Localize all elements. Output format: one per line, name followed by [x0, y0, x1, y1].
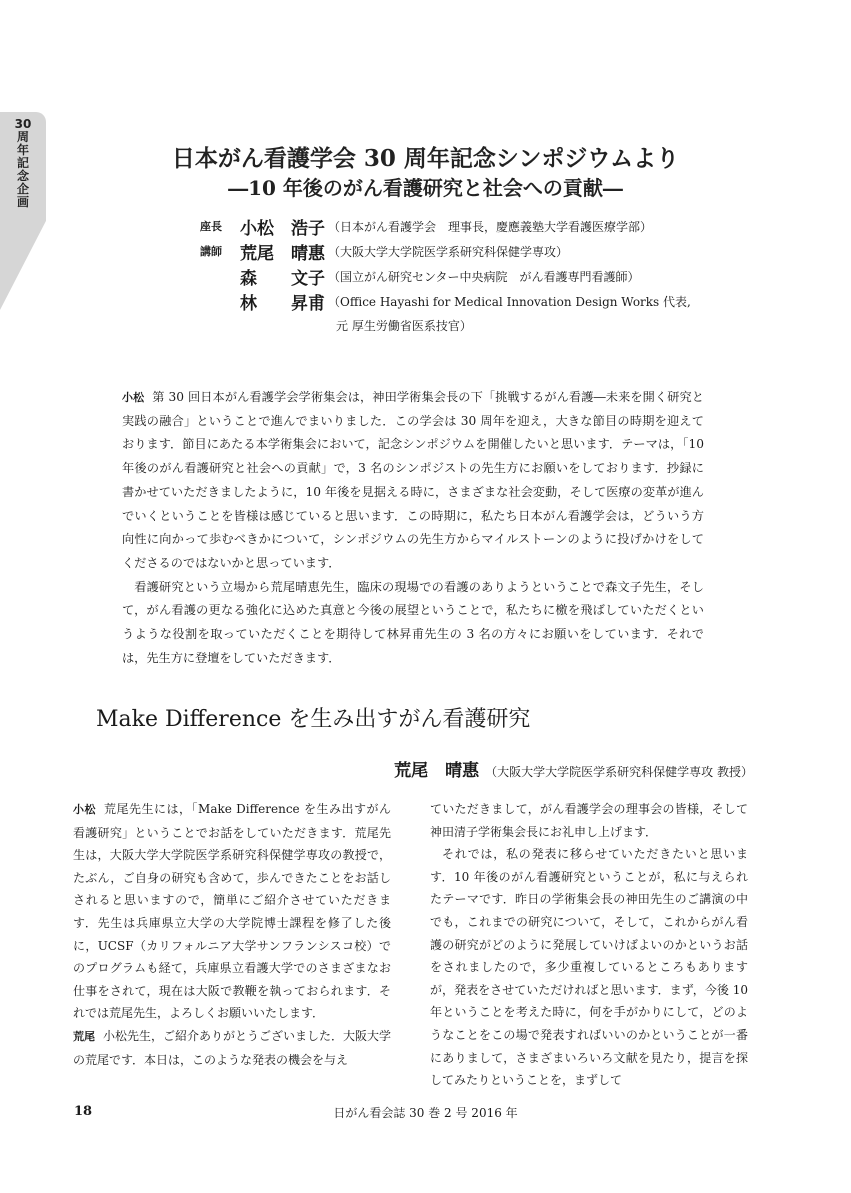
- speaker-label: 荒尾: [73, 1029, 95, 1043]
- body-column-right: [430, 798, 748, 1092]
- participant-name: 小松 浩子: [240, 219, 325, 239]
- participant-speaker-1: [198, 239, 758, 264]
- participant-affiliation: （大阪大学大学院医学系研究科保健学専攻）: [328, 245, 569, 259]
- participant-affiliation: （Office Hayashi for Medical Innovation Design Works 代表,: [328, 295, 691, 309]
- body-paragraph: それでは，私の発表に移らせていただきたいと思います．10 年後のがん看護研究ということが，私に与えられたテーマです．昨日の学術集会長の神田先生のご講演の中でも，これまでの研究について，そして，これからがん看護の研究がどのように発展していけばよいのかというお話をされましたので，多少重複しているところもありますが，発表をさせていただければと思います．まず，今後 10 年ということを考えた時に，何を手がかりにして，どのようなことをこの場で発表すればいいのかということが一番にありまして，さまざまいろいろ文献を見たり，提言を探してみたりということを，まずして: [430, 847, 748, 1088]
- speaker-label: 小松: [122, 391, 145, 404]
- participant-speaker-2: [198, 264, 758, 289]
- participant-chair: [198, 214, 758, 239]
- body-text: 荒尾先生には，「Make Difference を生み出すがん看護研究」ということでお話をしていただきます．荒尾先生は，大阪大学大学院医学系研究科保健学専攻の教授で，たぶん，ご自身の研究も含めて，歩んできたことをお話しされると思いますので，簡単にご紹介させていただきます．先生は兵庫県立大学の大学院博士課程を修了した後に，UCSF（カリフォルニア大学サンフランシスコ校）でのプログラムも経て，兵庫県立看護大学でのさまざまなお仕事をされて，現在は大阪で教鞭を執っておられます．それでは荒尾先生，よろしくお願いいたします．: [73, 802, 392, 1021]
- section-title: Make Difference を生み出すがん看護研究: [96, 707, 531, 732]
- participants-list: [198, 214, 758, 338]
- page-subtitle: ―10 年後のがん看護研究と社会への貢献―: [228, 176, 623, 200]
- body-paragraph: [73, 1025, 391, 1071]
- participant-role: 講師: [200, 245, 222, 258]
- participant-affiliation-cont: 元 厚生労働省医系技官）: [336, 319, 472, 333]
- body-paragraph: [73, 798, 391, 1025]
- intro-text-1: 第 30 回日本がん看護学会学術集会は，神田学術集会長の下「挑戦するがん看護―未来を開く研究と実践の融合」ということで進んでまいりました．この学会は 30 周年を迎え，大きな節目の時期を迎えております．節目にあたる本学術集会において，記念シンポジウムを開催したいと思います．テーマは，「10 年後のがん看護研究と社会への貢献」で，3 名のシンポジストの先生方にお願いをしております．抄録に書かせていただきましたように，10 年後を見据える時に，さまざまな社会変動，そして医療の変革が進んでいくということを皆様は感じていると思います．この時期に，私たち日本がん看護学会は，どういう方向性に向かって歩むべきかについて，シンポジウムの先生方からマイルストーンのように投げかけをしてくださるのではないかと思っています．: [122, 390, 704, 570]
- author-name: 荒尾 晴惠: [394, 761, 480, 781]
- participant-affiliation-cont-row: [198, 314, 758, 338]
- speaker-label: 小松: [73, 803, 97, 816]
- intro-paragraph-2: 看護研究という立場から荒尾晴恵先生，臨床の現場での看護のありようということで森文子先生，そして，がん看護の更なる強化に込めた真意と今後の展望ということで，私たちに檄を飛ばしていただくというような役割を取っていただくことを期待して林昇甫先生の 3 名の方々にお願いをしています．それでは，先生方に登壇をしていただきます．: [122, 579, 704, 665]
- participant-speaker-3: [198, 289, 758, 314]
- body-column-left: [73, 798, 391, 1071]
- page-number: 18: [74, 1104, 93, 1119]
- participant-name: 林 昇甫: [240, 294, 325, 314]
- participant-affiliation: （国立がん研究センター中央病院 がん看護専門看護師）: [328, 270, 640, 284]
- journal-citation: 日がん看会誌 30 巻 2 号 2016 年: [333, 1106, 518, 1120]
- side-tab-label: 30周年記念企画: [14, 117, 32, 209]
- participant-name: 荒尾 晴惠: [240, 244, 325, 264]
- body-paragraph: ていただきまして，がん看護学会の理事会の皆様，そして神田清子学術集会長にお礼申し上げます．: [430, 802, 748, 839]
- intro-paragraph-1: [122, 386, 704, 576]
- section-author: [394, 756, 753, 781]
- intro-remarks: [122, 386, 704, 670]
- body-text: 小松先生，ご紹介ありがとうございました．大阪大学の荒尾です．本日は，このような発表の機会を与え: [73, 1028, 392, 1067]
- participant-name: 森 文子: [240, 269, 325, 289]
- author-affiliation: （大阪大学大学院医学系研究科保健学専攻 教授）: [485, 765, 753, 779]
- participant-role: 座長: [200, 220, 222, 233]
- participant-affiliation: （日本がん看護学会 理事長，慶應義塾大学看護医療学部）: [328, 220, 653, 234]
- page-title: 日本がん看護学会 30 周年記念シンポジウムより: [171, 145, 680, 172]
